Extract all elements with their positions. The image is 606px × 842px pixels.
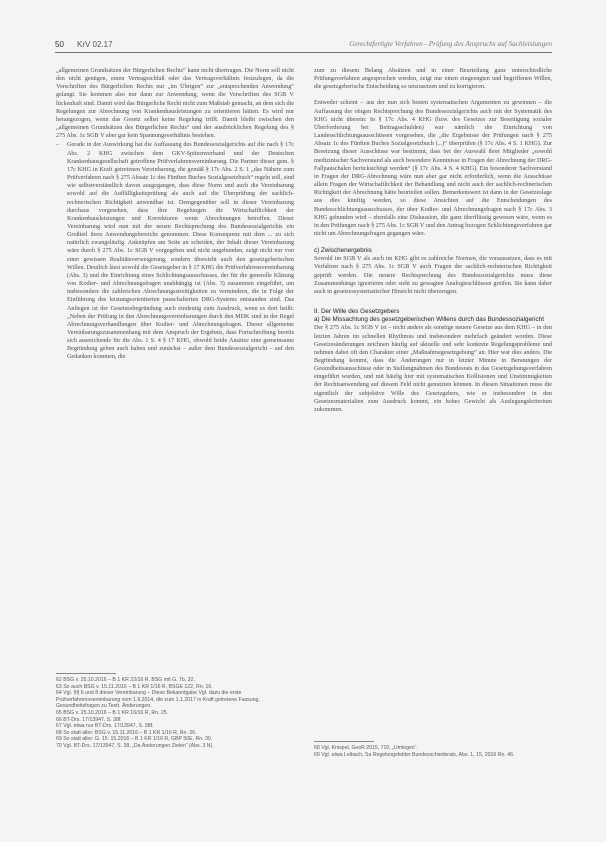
- subsection-heading: c) Zwischenergebnis: [314, 247, 372, 255]
- footnotes-right: [314, 745, 554, 758]
- page-header: [55, 40, 552, 53]
- bullet-item: [56, 141, 294, 361]
- paragraph: Der § 275 Abs. 1c SGB V ist – nicht anders als sonstige neuere Gesetze aus dem KHG – in den letzten Jahren im schnellen Rhythmus und insbesondere mehrfach geändert worden. Diese Gesetzesänderungen zeichnen häufig auf aktuelle und sehr konkrete Regelungsprobleme und nehmen dabei oft den Charakter einer „Maßnahmegesetzgebung“ an. Hier war dies anders. Die Begründung kommt, dass die Änderungen nur in letzter Minute in Beratungen der Gesundheitsausschüsse oder in Stellungnahmen des Bundesrats in das Gesetzgebungsverfahren eingeführt wurden, und mit häufig hier mit systematischen Kollisionen und Unstimmigkeiten der Rechtsanwendung auf diesem Feld nicht genutzten können. In diesen Situationen muss die eigentlich der subjektive Wille des Gesetzgebers, wie er insbesondere in den Gesetzesmaterialien zum Ausdruck kommt, ein hohes Gewicht als Auslegungskriterium zukommen.: [314, 325, 552, 413]
- subsection-heading: a) Die Missachtung des gesetzgeberischen Willens durch das Bundessozialgericht: [314, 316, 544, 324]
- paragraph: zum zu diesem Belang Absätzen und in einer Beurteilung ganz unterschiedliche Prüfungsverfahren angesprochen werden, zeigt nur einen eingeengten und begriffenen Willen, die gesetzgeberische Entscheidung so umzusetzen und zu korrigieren.: [314, 68, 552, 91]
- footnote: 66 BT-Drs. 17/13947, S. 38f.: [56, 716, 122, 723]
- footnote: 62 BSG v. 25.10.2016 – B 1 KR 22/16 R, BSG mit G. 7b, 32.: [56, 677, 195, 683]
- footnote: 67 Vgl. etwa nur BT-Drs. 17/13947, S. 38f.: [56, 723, 154, 730]
- footnote: 69 Vgl. etwa Leibach, Sa Regelungsfelder Bundesschiedsrats, Abs. 1, 15, 2016 Rn. 46.: [314, 751, 515, 758]
- right-column: [314, 67, 552, 414]
- footnote: 68 So statt aller: BSG v. 15.11.2016 – B 1 KR 1/16 R, Rn. 26.: [56, 729, 197, 736]
- paragraph: „allgemeinen Grundsätzen der Bürgerlichen Rechts“ kann nicht übertragen. Die Norm soll nicht den nicht genügen, einen Vertragsschluß oder das Vertragsverhältnis festzulegen, da die Vorschriften des Bürgerlichen Rechts nur „im Übrigen“ zur „entsprechenden Anwendung“ gelangt. Sie kommen also nur dann zur Anwendung, wenn die Vorschriften des SGB V lückenhaft sind. Damit wird das Bürgerliche Recht nicht zum Maßstab gemacht, an dem sich die Regelungen zur Abrechnung von Krankenhausleistungen zu orientieren hätten. Es wird nur herangezogen, wenn das Gesetz selbst keine Regelung trifft. Damit bleibt zwischen den „allgemeinen Grundsätzen des Bürgerlichen Rechts“ und der ausdrücklichen Regelung des § 275 Abs. 1c SGB V aber gar kein Spannungsverhältnis bestehen.: [56, 68, 294, 140]
- footnote-rule: [314, 741, 374, 742]
- footnote: 63 So auch BSG v. 15.11.2016 – B 1 KR 1/16 R, BSGE 122, Rn. 16.: [56, 683, 213, 690]
- dash-marker: –: [56, 142, 60, 149]
- paragraph: Entweder scheint – aus der nun sich besten systematischen Argumenten zu gewinnen – die Auffassung der obigen Rechtsprechung des Bundessozialgerichts auch mit der Systematik des KHG nicht überein: In § 17c Abs. 4 KHG (bzw. des Gesetzes zur Beseitigung sozialer Überforderung bei Beitragsschulden) war nämlich die Einrichtung von Landesschlichtungsausschüssen vorgesehen, die „die Ergebnisse der Prüfungen nach § 275 Absatz 1c des Fünften Buches Sozialgesetzbuch (...)“ überprüfen (§ 17c Abs. 4 S. 1 KHG). Zur Besetzung dieser Ausschüsse war bestimmt, dass bei der Auswahl ihrer Mitglieder „sowohl medizinischer Sachverstand als auch besondere Kenntnisse in Fragen der Abrechnung der DRG-Fallpauschalen berücksichtigt werden“ (§ 17c Abs. 4 S. 4 KHG). Ein besonderer Sachverstand in Fragen der DRG-Abrechnung wäre nun aber gar nicht erforderlich, wenn die Ausschüsse allein Fragen der Wirtschaftlichkeit der Behandlung und nicht auch der sachlich-rechnerischen Richtigkeit der Abrechnung hätte beurteilen sollen. Bemerkenswert ist dann in der Gesetzeslage aus dies künftig werden, so diese Ansichten auf die Entscheidungen des Bundesschlichtungsausschusses, der über Kodier- und Abrechnungsfragen nach § 17c Abs. 3 KHG gebunden wird – ebenfalls eine Diskussion, die ganz überflüssig gewesen wäre, wenn es in den Prüfungen nach § 275 Abs. 1c SGB V und den Antrag bezogen Schlichtungsverfahren gar nicht um Abrechnungsfragen gegangen wäre.: [314, 100, 552, 237]
- running-title: Gerechtfertigte Verfahren - Prüfung des Anspruchs auf Sachleistungen: [349, 40, 552, 48]
- footnote: 70 Vgl. BT-Drs. 17/13947, S. 38, „Da Änderungen Zielen“ (Abs. 3 N).: [56, 742, 214, 749]
- footnote-rule: [56, 673, 116, 674]
- paragraph: Sowohl im SGB V als auch im KHG gibt es zahlreiche Normen, die voraussetzen, dass es mit Verfahren nach § 275 Abs. 1c SGB V auch Fragen der sachlich-rechnerischen Richtigkeit geprüft werden. Die neuere Rechtsprechung des Bundessozialgerichts muss diese Zusammenhänge ignorieren oder sieht zu gewagten Analogieschlüssen greifen. Sie kann daher auch in gesetzessystematischer Hinsicht nicht überzeugen.: [314, 256, 552, 295]
- page-number: 50: [55, 40, 64, 49]
- section-heading: II. Der Wille des Gesetzgebers: [314, 308, 400, 316]
- footnotes-left: [56, 677, 296, 750]
- journal-name: KrV 02.17: [77, 40, 113, 49]
- footnote: 65 BSG v. 25.10.2016 – B 1 KR 16/16 R, Rn. 25.: [56, 709, 169, 716]
- footnote: 69 So statt aller: G. 15. 15.2016 – B 1 KR 1/16 R, GBP 50E, Rn. 30.: [56, 736, 213, 743]
- footnote: 64 Vgl. §§ 6 und 8 dieser Vereinbarung – Diese Bekanntgabe Vgl. dazu die erste Prüfverfahrensvereinbarung vom 1.9.2014, die zum 1.1.2017 in Kraft getretene Fassung, Gesundheitsfragen zu Textt. Änderungen.: [56, 690, 260, 710]
- footnote: 68 Vgl. Knispel, GesR 2015, 710, „Umlegen“.: [314, 745, 418, 751]
- bullet-text: Gerade in der Auswirkung hat die Auffassung des Bundessozialgerichts auf die nach § 17c Abs. 2 KHG zwischen dem GKV-Spitzenverband und der Deutschen Krankenhausgesellschaft getroffene Prüfverfahrensvereinbarung. Die Partner dieser gem. § 17c KHG in Kraft getretenen Vereinbarung, die gemäß § 17c Abs. 2 S. 1 „das Nähere zum Prüfverfahren nach § 275 Absatz 1c des Fünften Buches Sozialgesetzbuch“ regeln soll, sind wie selbstverständlich davon ausgegangen, dass diese Norm und auch die Vereinbarung sowohl auf die Auffälligkeitsprüfung als auch auf die Überprüfung der sachlich-rechnerischen Richtigkeit anwendbar ist. Demgegenüber soll in dieser Vereinbarung durchaus vorgesehen, dass ihre Regelungen die Wirtschaftlichkeit der Krankenhausleistungen und Korrekturen wenn Abrechnungen betreffen. Dieser Vereinbarung wird nun mit der neuen Rechtsprechung des Bundessozialgerichts ein Großteil ihres Anwendungsbereichs genommen. Diese Konsequenz mit dem ... zu sich natürlich zwangsläufig. Anknüpfen am Seite an scheiden, der Inhalt dieser Vereinbarung wäre durch § 275 Abs. 1c SGB V vorgegeben und nicht ungebunden, zeigt nicht nur von einer gewissen Realitätsverweigerung, sondern übersieht auch den gesetzgeberischen Willen. Deutlich lässt sowohl die Gesetzgeber in § 17 KHG die Prüfverfahrensvereinbarung (Abs. 3) und die Einrichtung eines Schlichtungsausschusses, der für die generelle Klärung von Kodier- und Abrechnungsfragen unabhängig ist (Abs. 3) zusammen eingeführt, um insbesondere die zahlreichen Abrechnungsstreitigkeiten zu vermindern, die in Folge der Einführung des leistungsorientierten pauschalierten DRG-Systems entstanden sind. Das Anliegen ist der Gesetzesbegründung auch eindeutig zum Ausdruck, wenn es dort heißt: „Neben der Prüfung in den Abrechnungsvereinbarungen durch den MDK sind in der Regel Abrechnungsverhandlungen über Kodier- und Abrechnungsfragen. Dieser allgemeine Vereinbarungszusammenhang mit dem Anspruch der Ergebnis, dass Fortschreibung bereits sich ausreichende für die Abs. 1 S. 4 § 17 KHG, obwohl beide Ansätze eine gemeinsame Begründung geben auch haben und zunächst – außer dem Bundessozialgericht – auf den Gedanken kommen, die: [67, 142, 294, 361]
- left-column: [56, 67, 294, 362]
